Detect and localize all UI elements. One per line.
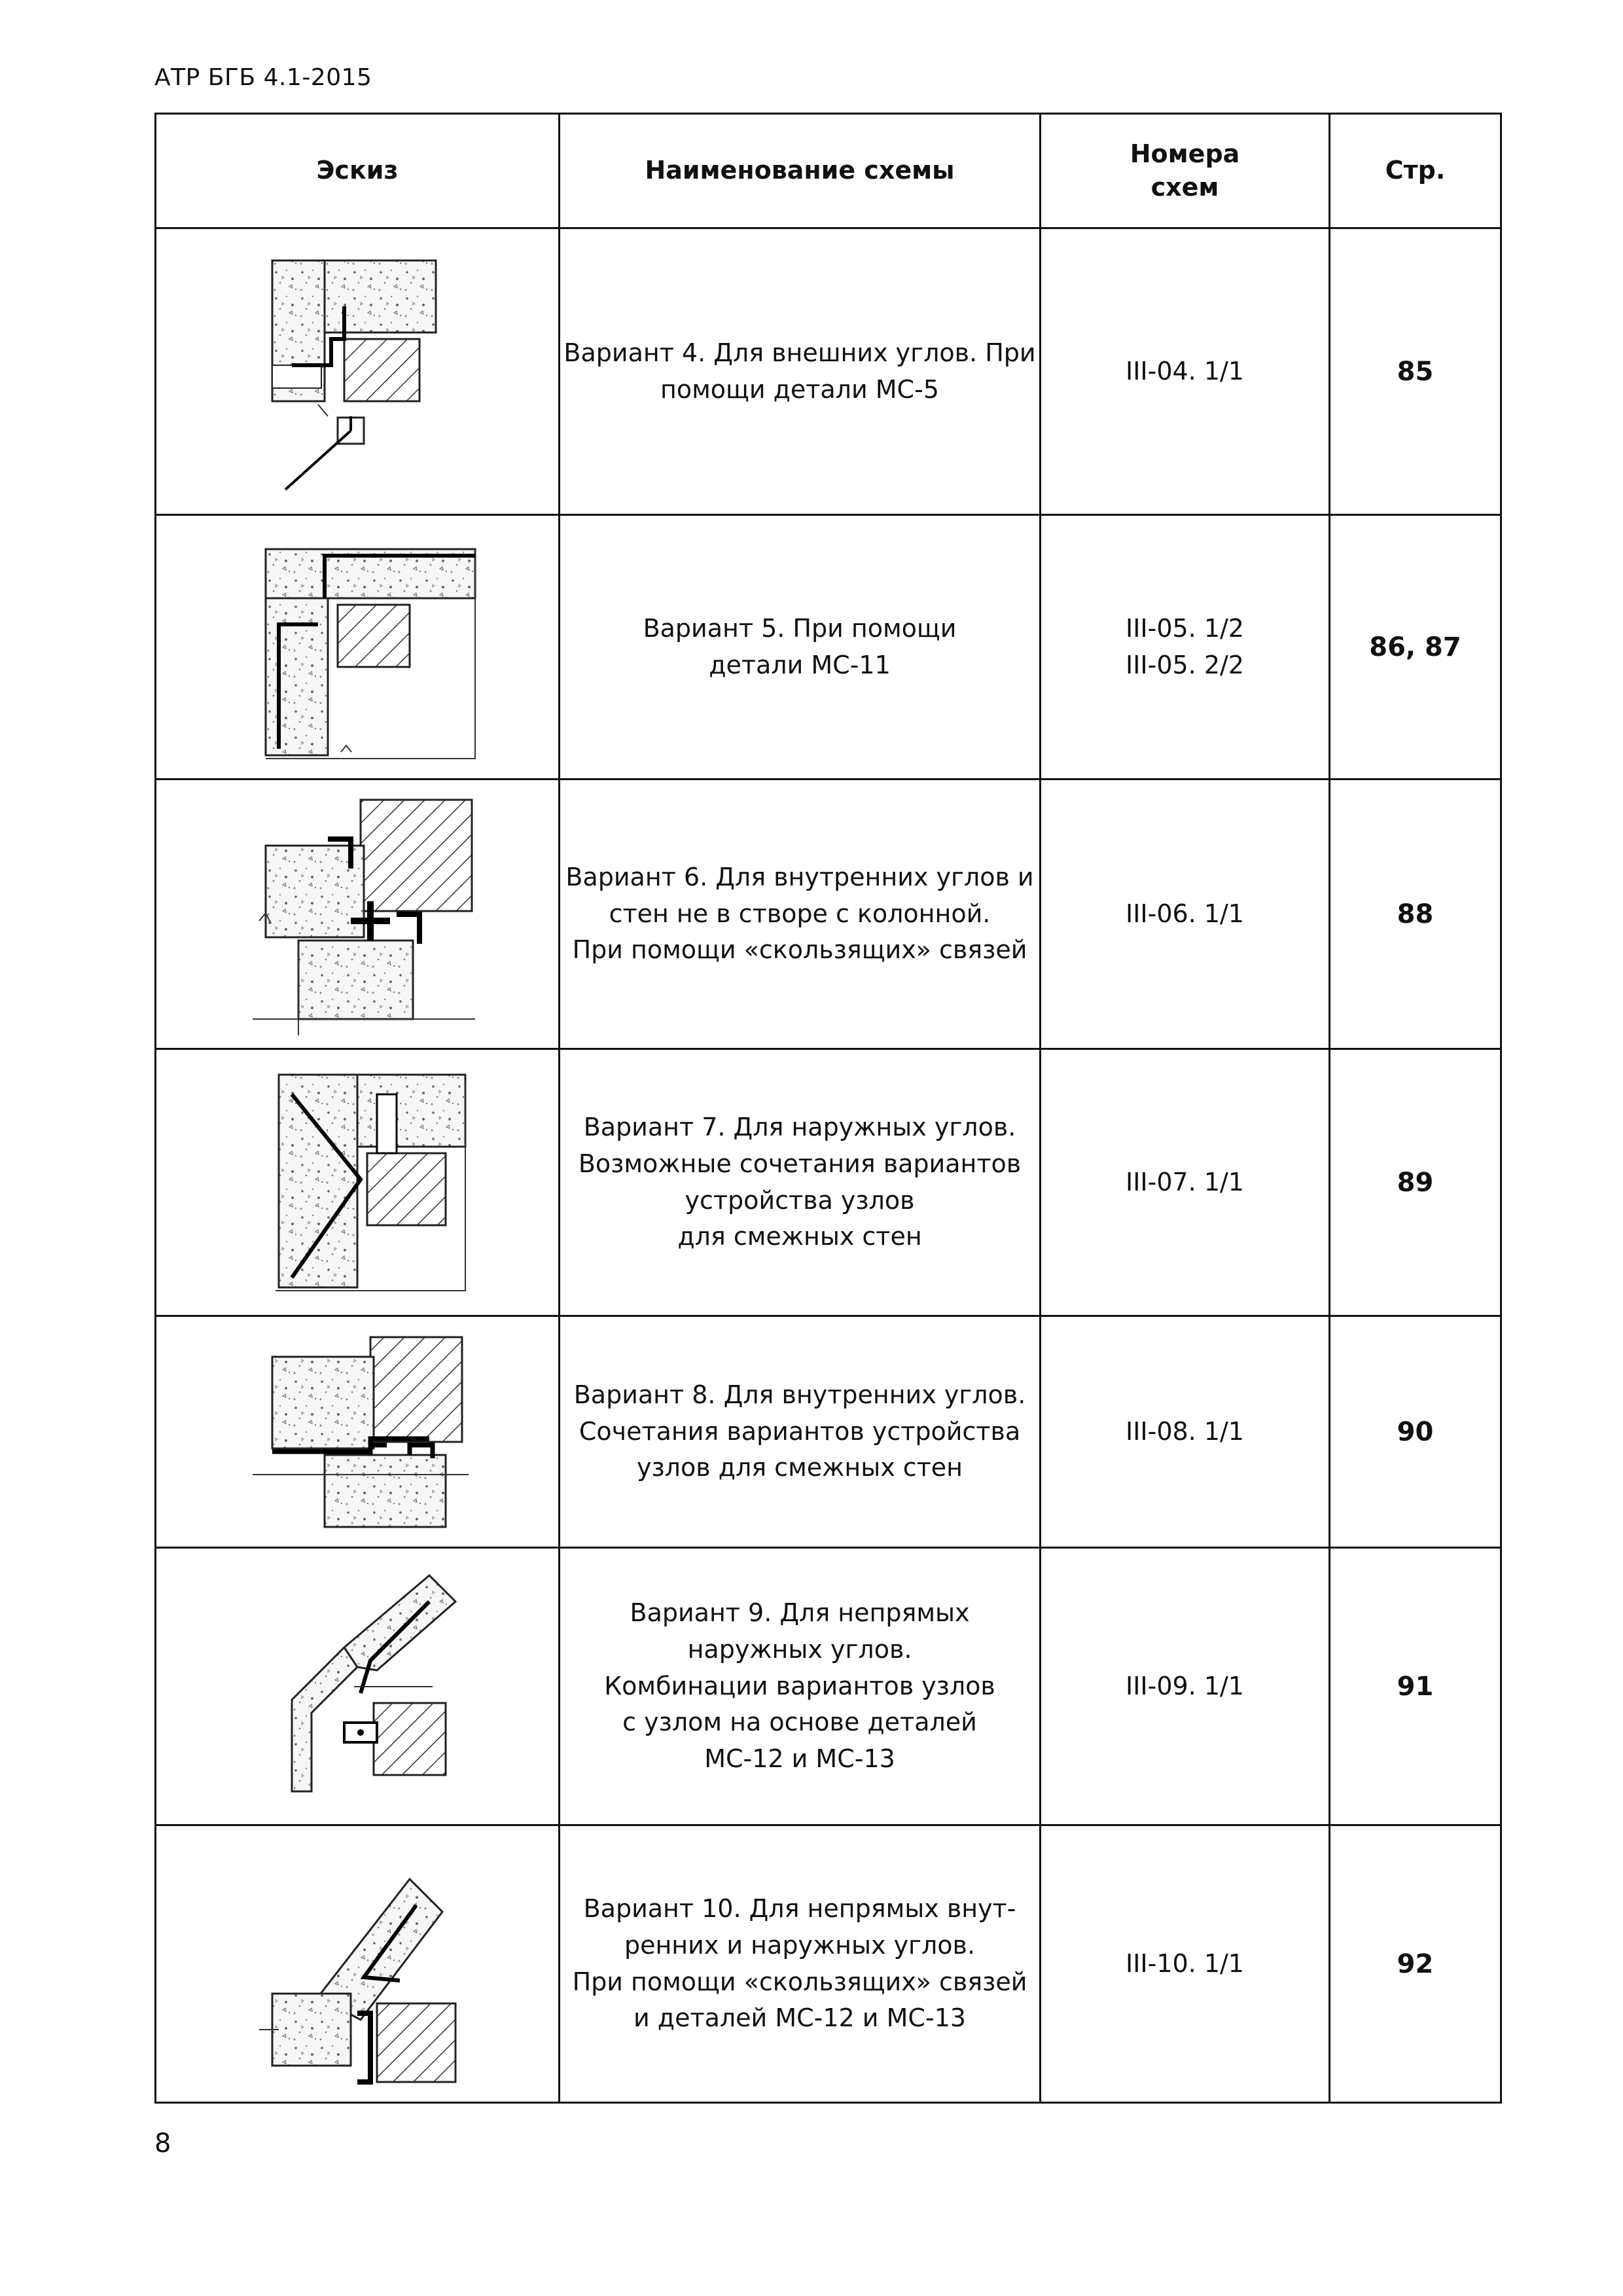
scheme-name-line: Возможные сочетания вариантов: [578, 1149, 1022, 1178]
scheme-name-line: Вариант 7. Для наружных углов.: [583, 1112, 1016, 1141]
scheme-number: III-05. 1/2: [1125, 613, 1244, 643]
sketch-cell: [156, 1049, 560, 1316]
scheme-name-line: Сочетания вариантов устройства: [579, 1416, 1021, 1446]
page-cell: 88: [1330, 780, 1501, 1049]
scheme-name-line: с узлом на основе деталей: [622, 1708, 977, 1737]
page-cell: 89: [1330, 1049, 1501, 1316]
scheme-name-line: Вариант 9. Для непрямых: [630, 1598, 970, 1627]
column-header-numbers-line: схем: [1150, 173, 1219, 202]
table-row: [156, 780, 1501, 1049]
sketch-cell: [156, 1316, 560, 1548]
page-cell: 85: [1330, 228, 1501, 515]
scheme-name-cell: [560, 1548, 1041, 1825]
scheme-numbers-cell: [1041, 515, 1330, 780]
scheme-name-line: Вариант 5. При помощи: [643, 613, 957, 643]
scheme-name-line: Вариант 4. Для внешних углов. При: [563, 338, 1036, 367]
scheme-name-line: для смежных стен: [677, 1222, 922, 1251]
scheme-name-line: узлов для смежных стен: [636, 1453, 963, 1482]
scheme-name-line: При помощи «скользящих» связей: [572, 935, 1027, 965]
scheme-numbers-cell: [1041, 1049, 1330, 1316]
scheme-name-line: Вариант 10. Для непрямых внут-: [583, 1893, 1016, 1923]
table-row: [156, 1548, 1501, 1825]
document-header: АТР БГБ 4.1-2015: [154, 64, 372, 91]
table-row: [156, 1825, 1501, 2103]
scheme-name-cell: [560, 1825, 1041, 2103]
column-header-page: Стр.: [1330, 114, 1501, 228]
scheme-name-line: стен не в створе с колонной.: [609, 899, 991, 928]
variant-6-sketch-icon: [213, 787, 501, 1042]
page-cell: 86, 87: [1330, 515, 1501, 780]
column-header-numbers: [1041, 114, 1330, 228]
variant-8-sketch-icon: [213, 1324, 501, 1540]
sketch-cell: [156, 1548, 560, 1825]
table-header-row: [156, 114, 1501, 228]
scheme-name-line: Комбинации вариантов узлов: [604, 1671, 995, 1700]
scheme-name-line: ренних и наружных углов.: [624, 1930, 976, 1960]
schemes-table: [154, 113, 1502, 2104]
scheme-name-line: и деталей МС-12 и МС-13: [633, 2003, 966, 2033]
scheme-name-cell: [560, 515, 1041, 780]
sketch-cell: [156, 780, 560, 1049]
scheme-name-line: наружных углов.: [687, 1634, 912, 1664]
scheme-name-line: Вариант 8. Для внутренних углов.: [573, 1380, 1026, 1409]
scheme-name-line: устройства узлов: [685, 1185, 915, 1215]
column-header-numbers-line: Номера: [1130, 139, 1240, 168]
table-row: [156, 515, 1501, 780]
scheme-name-line: помощи детали МС-5: [660, 374, 939, 404]
scheme-number: III-05. 2/2: [1125, 650, 1244, 679]
scheme-name-line: При помощи «скользящих» связей: [572, 1967, 1027, 1996]
variant-7-sketch-icon: [220, 1055, 495, 1310]
variant-10-sketch-icon: [213, 1833, 501, 2095]
scheme-numbers-cell: [1041, 1825, 1330, 2103]
page-cell: 90: [1330, 1316, 1501, 1548]
scheme-number: III-06. 1/1: [1125, 899, 1244, 928]
scheme-name-cell: [560, 1316, 1041, 1548]
sketch-cell: [156, 515, 560, 780]
page-cell: 91: [1330, 1548, 1501, 1825]
scheme-numbers-cell: [1041, 228, 1330, 515]
scheme-numbers-cell: [1041, 1548, 1330, 1825]
variant-4-sketch-icon: [220, 241, 495, 503]
table-row: [156, 1316, 1501, 1548]
scheme-name-line: детали МС-11: [709, 650, 891, 679]
scheme-number: III-10. 1/1: [1125, 1948, 1244, 1978]
variant-9-sketch-icon: [213, 1556, 501, 1818]
scheme-name-line: МС-12 и МС-13: [704, 1744, 895, 1774]
scheme-name-cell: [560, 228, 1041, 515]
scheme-numbers-cell: [1041, 780, 1330, 1049]
scheme-name-cell: [560, 780, 1041, 1049]
scheme-numbers-cell: [1041, 1316, 1330, 1548]
table-row: [156, 1049, 1501, 1316]
scheme-name-cell: [560, 1049, 1041, 1316]
page-number: 8: [154, 2128, 171, 2159]
sketch-cell: [156, 1825, 560, 2103]
variant-5-sketch-icon: [213, 523, 501, 772]
column-header-sketch: Эскиз: [156, 114, 560, 228]
column-header-name: Наименование схемы: [560, 114, 1041, 228]
scheme-number: III-04. 1/1: [1125, 356, 1244, 386]
scheme-name-line: Вариант 6. Для внутренних углов и: [565, 862, 1034, 891]
scheme-number: III-08. 1/1: [1125, 1416, 1244, 1446]
table-row: [156, 228, 1501, 515]
page-cell: 92: [1330, 1825, 1501, 2103]
sketch-cell: [156, 228, 560, 515]
scheme-number: III-09. 1/1: [1125, 1671, 1244, 1700]
scheme-number: III-07. 1/1: [1125, 1167, 1244, 1196]
